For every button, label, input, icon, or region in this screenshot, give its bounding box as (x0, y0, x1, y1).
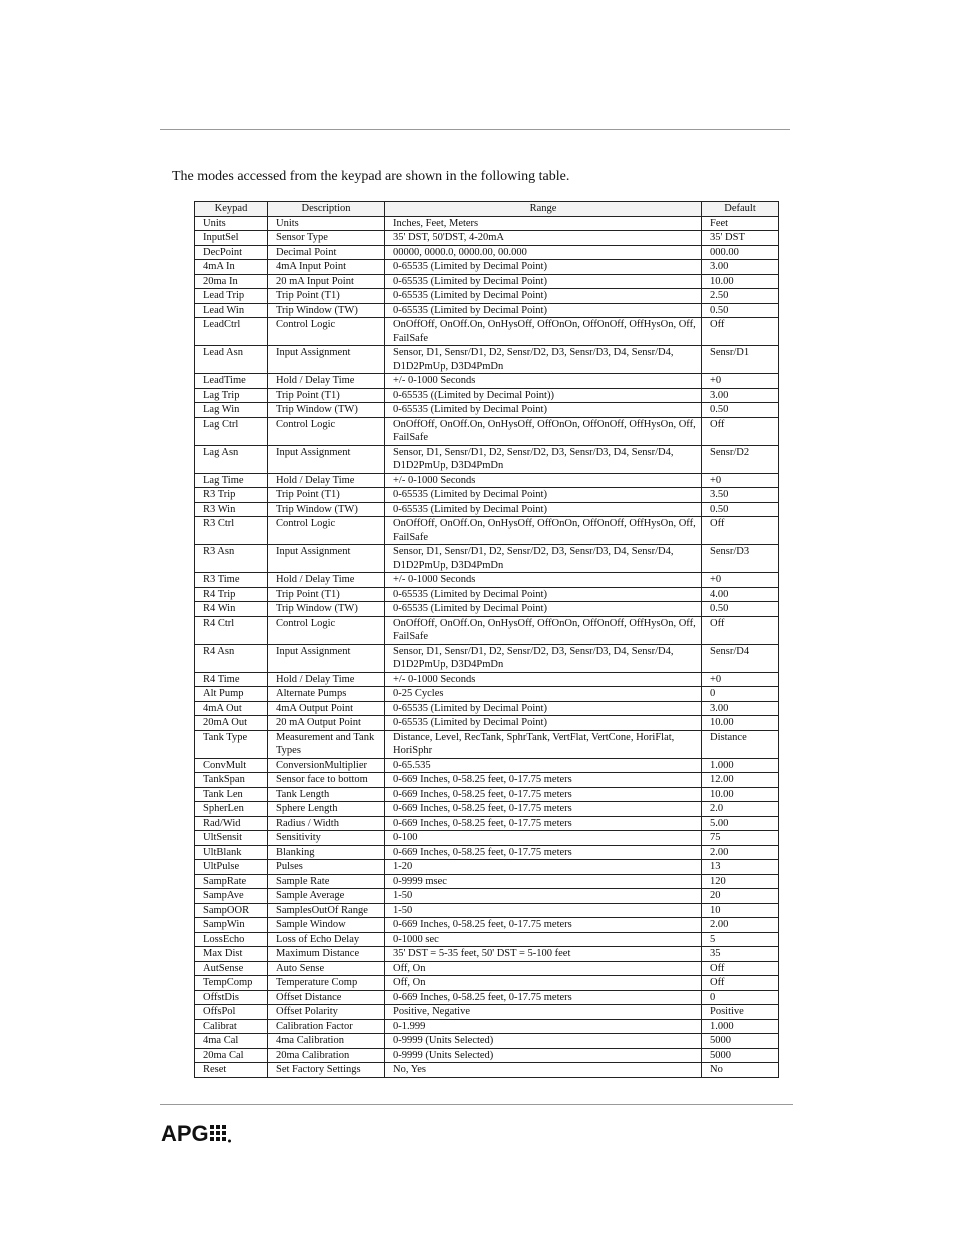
cell-keypad: R3 Asn (195, 545, 268, 573)
header-keypad: Keypad (195, 202, 268, 217)
cell-default: 13 (702, 860, 779, 875)
cell-description: ConversionMultiplier (268, 758, 385, 773)
table-row (195, 758, 779, 773)
table-row (195, 816, 779, 831)
cell-range: 0-1.999 (385, 1019, 702, 1034)
cell-description: Trip Window (TW) (268, 502, 385, 517)
cell-description: 4mA Input Point (268, 260, 385, 275)
cell-keypad: LeadTime (195, 374, 268, 389)
cell-keypad: SampOOR (195, 903, 268, 918)
cell-keypad: DecPoint (195, 245, 268, 260)
cell-description: Loss of Echo Delay (268, 932, 385, 947)
table-row (195, 903, 779, 918)
cell-range: 0-65535 (Limited by Decimal Point) (385, 260, 702, 275)
cell-description: Sample Average (268, 889, 385, 904)
cell-description: Offset Polarity (268, 1005, 385, 1020)
cell-keypad: Rad/Wid (195, 816, 268, 831)
cell-default: 10.00 (702, 274, 779, 289)
table-row (195, 831, 779, 846)
cell-default: No (702, 1063, 779, 1078)
table-row (195, 1048, 779, 1063)
table-row (195, 374, 779, 389)
table-row (195, 289, 779, 304)
cell-description: Alternate Pumps (268, 687, 385, 702)
cell-description: Sensor face to bottom (268, 773, 385, 788)
cell-range: 35' DST, 50'DST, 4-20mA (385, 231, 702, 246)
cell-range: Off, On (385, 961, 702, 976)
table-row (195, 644, 779, 672)
cell-description: Trip Point (T1) (268, 587, 385, 602)
table-row (195, 231, 779, 246)
cell-description: Trip Window (TW) (268, 403, 385, 418)
cell-description: Trip Window (TW) (268, 303, 385, 318)
cell-range: Distance, Level, RecTank, SphrTank, VertFlat, VertCone, HoriFlat, HoriSphr (385, 730, 702, 758)
cell-range: 0-669 Inches, 0-58.25 feet, 0-17.75 meters (385, 816, 702, 831)
cell-default: 2.00 (702, 918, 779, 933)
cell-description: Measurement and Tank Types (268, 730, 385, 758)
cell-range: 0-669 Inches, 0-58.25 feet, 0-17.75 meters (385, 845, 702, 860)
table-row (195, 445, 779, 473)
table-row (195, 388, 779, 403)
cell-range: 0-65535 (Limited by Decimal Point) (385, 587, 702, 602)
cell-keypad: ConvMult (195, 758, 268, 773)
table-row (195, 245, 779, 260)
cell-default: 5000 (702, 1034, 779, 1049)
table-row (195, 517, 779, 545)
cell-keypad: Tank Type (195, 730, 268, 758)
cell-description: Maximum Distance (268, 947, 385, 962)
cell-description: Sensitivity (268, 831, 385, 846)
table-row (195, 318, 779, 346)
table-row (195, 587, 779, 602)
cell-keypad: R3 Ctrl (195, 517, 268, 545)
cell-keypad: UltPulse (195, 860, 268, 875)
cell-range: Sensor, D1, Sensr/D1, D2, Sensr/D2, D3, Sensr/D3, D4, Sensr/D4, D1D2PmUp, D3D4PmDn (385, 545, 702, 573)
cell-keypad: Alt Pump (195, 687, 268, 702)
cell-range: 0-65535 (Limited by Decimal Point) (385, 403, 702, 418)
cell-keypad: Lead Asn (195, 346, 268, 374)
cell-keypad: TankSpan (195, 773, 268, 788)
cell-keypad: R3 Win (195, 502, 268, 517)
table-row (195, 417, 779, 445)
cell-keypad: AutSense (195, 961, 268, 976)
cell-range: OnOffOff, OnOff.On, OnHysOff, OffOnOn, OffOnOff, OffHysOn, Off, FailSafe (385, 417, 702, 445)
table-row (195, 216, 779, 231)
cell-default: 0.50 (702, 303, 779, 318)
cell-range: 0-669 Inches, 0-58.25 feet, 0-17.75 meters (385, 918, 702, 933)
cell-default: 4.00 (702, 587, 779, 602)
cell-keypad: R3 Trip (195, 488, 268, 503)
cell-default: 0.50 (702, 403, 779, 418)
cell-default: 3.00 (702, 260, 779, 275)
cell-default: 000.00 (702, 245, 779, 260)
table-row (195, 976, 779, 991)
cell-range: 0-65535 (Limited by Decimal Point) (385, 701, 702, 716)
cell-description: Calibration Factor (268, 1019, 385, 1034)
cell-default: +0 (702, 473, 779, 488)
header-description: Description (268, 202, 385, 217)
cell-description: Temperature Comp (268, 976, 385, 991)
cell-range: 0-65535 ((Limited by Decimal Point)) (385, 388, 702, 403)
table-row (195, 1019, 779, 1034)
cell-description: Trip Window (TW) (268, 602, 385, 617)
cell-description: Sample Window (268, 918, 385, 933)
cell-default: Feet (702, 216, 779, 231)
cell-range: Sensor, D1, Sensr/D1, D2, Sensr/D2, D3, Sensr/D3, D4, Sensr/D4, D1D2PmUp, D3D4PmDn (385, 445, 702, 473)
cell-default: 10 (702, 903, 779, 918)
cell-description: Units (268, 216, 385, 231)
cell-default: 5000 (702, 1048, 779, 1063)
cell-description: Sample Rate (268, 874, 385, 889)
cell-default: Off (702, 318, 779, 346)
table-row (195, 860, 779, 875)
cell-range: 0-9999 (Units Selected) (385, 1034, 702, 1049)
cell-description: Control Logic (268, 417, 385, 445)
keypad-modes-table (194, 201, 779, 1078)
cell-range: 0-25 Cycles (385, 687, 702, 702)
cell-keypad: UltBlank (195, 845, 268, 860)
cell-description: Hold / Delay Time (268, 473, 385, 488)
table-row (195, 918, 779, 933)
cell-range: 0-65535 (Limited by Decimal Point) (385, 274, 702, 289)
cell-default: 2.0 (702, 802, 779, 817)
logo-text: APG (161, 1121, 209, 1146)
cell-default: 3.00 (702, 388, 779, 403)
cell-description: 20 mA Input Point (268, 274, 385, 289)
cell-keypad: Lag Win (195, 403, 268, 418)
cell-default: +0 (702, 672, 779, 687)
table-row (195, 889, 779, 904)
cell-range: 1-50 (385, 889, 702, 904)
cell-description: Input Assignment (268, 346, 385, 374)
cell-default: Sensr/D1 (702, 346, 779, 374)
footer-rule (160, 1104, 793, 1105)
cell-range: 0-65535 (Limited by Decimal Point) (385, 488, 702, 503)
cell-default: 35 (702, 947, 779, 962)
cell-default: 75 (702, 831, 779, 846)
table-row (195, 488, 779, 503)
cell-default: 0.50 (702, 602, 779, 617)
table-row (195, 802, 779, 817)
cell-default: Distance (702, 730, 779, 758)
cell-default: 3.00 (702, 701, 779, 716)
table-row (195, 730, 779, 758)
cell-default: 120 (702, 874, 779, 889)
cell-range: No, Yes (385, 1063, 702, 1078)
cell-default: Off (702, 961, 779, 976)
table-row (195, 845, 779, 860)
cell-range: +/- 0-1000 Seconds (385, 374, 702, 389)
cell-range: 0-65.535 (385, 758, 702, 773)
table-row (195, 545, 779, 573)
table-row (195, 990, 779, 1005)
cell-default: 3.50 (702, 488, 779, 503)
cell-keypad: SampWin (195, 918, 268, 933)
cell-default: 12.00 (702, 773, 779, 788)
table-row (195, 403, 779, 418)
cell-keypad: R4 Win (195, 602, 268, 617)
cell-range: Sensor, D1, Sensr/D1, D2, Sensr/D2, D3, Sensr/D3, D4, Sensr/D4, D1D2PmUp, D3D4PmDn (385, 346, 702, 374)
cell-range: 00000, 0000.0, 0000.00, 00.000 (385, 245, 702, 260)
cell-description: 20ma Calibration (268, 1048, 385, 1063)
cell-range: 0-65535 (Limited by Decimal Point) (385, 502, 702, 517)
cell-default: 2.50 (702, 289, 779, 304)
cell-range: 0-669 Inches, 0-58.25 feet, 0-17.75 meters (385, 773, 702, 788)
table-row (195, 346, 779, 374)
cell-range: +/- 0-1000 Seconds (385, 573, 702, 588)
cell-default: Positive (702, 1005, 779, 1020)
cell-keypad: 20ma In (195, 274, 268, 289)
cell-description: Tank Length (268, 787, 385, 802)
cell-keypad: Lag Trip (195, 388, 268, 403)
cell-range: 0-9999 (Units Selected) (385, 1048, 702, 1063)
cell-keypad: R4 Asn (195, 644, 268, 672)
cell-description: Hold / Delay Time (268, 374, 385, 389)
table-row (195, 687, 779, 702)
cell-default: 35' DST (702, 231, 779, 246)
cell-description: SamplesOutOf Range (268, 903, 385, 918)
cell-description: Input Assignment (268, 644, 385, 672)
cell-range: 0-65535 (Limited by Decimal Point) (385, 303, 702, 318)
cell-keypad: Lag Time (195, 473, 268, 488)
cell-keypad: Lag Ctrl (195, 417, 268, 445)
cell-keypad: UltSensit (195, 831, 268, 846)
cell-keypad: Lead Win (195, 303, 268, 318)
cell-description: 4ma Calibration (268, 1034, 385, 1049)
table-row (195, 961, 779, 976)
cell-keypad: LeadCtrl (195, 318, 268, 346)
table-row (195, 716, 779, 731)
cell-range: 0-65535 (Limited by Decimal Point) (385, 289, 702, 304)
cell-default: Off (702, 517, 779, 545)
cell-description: Set Factory Settings (268, 1063, 385, 1078)
cell-keypad: R3 Time (195, 573, 268, 588)
cell-description: Trip Point (T1) (268, 388, 385, 403)
cell-range: +/- 0-1000 Seconds (385, 672, 702, 687)
cell-keypad: LossEcho (195, 932, 268, 947)
dot-grid-logo-icon (210, 1124, 232, 1144)
table-row (195, 303, 779, 318)
cell-description: Auto Sense (268, 961, 385, 976)
cell-keypad: Lag Asn (195, 445, 268, 473)
cell-keypad: Lead Trip (195, 289, 268, 304)
cell-range: Sensor, D1, Sensr/D1, D2, Sensr/D2, D3, Sensr/D3, D4, Sensr/D4, D1D2PmUp, D3D4PmDn (385, 644, 702, 672)
header-rule (160, 129, 790, 130)
cell-default: Off (702, 616, 779, 644)
cell-keypad: TempComp (195, 976, 268, 991)
table-body (195, 216, 779, 1077)
table-row (195, 701, 779, 716)
cell-description: Control Logic (268, 616, 385, 644)
cell-range: 0-669 Inches, 0-58.25 feet, 0-17.75 meters (385, 990, 702, 1005)
cell-default: 1.000 (702, 758, 779, 773)
table-row (195, 1063, 779, 1078)
table-row (195, 260, 779, 275)
cell-range: 0-65535 (Limited by Decimal Point) (385, 602, 702, 617)
table-row (195, 787, 779, 802)
cell-keypad: R4 Time (195, 672, 268, 687)
table-row (195, 616, 779, 644)
table-row (195, 932, 779, 947)
cell-default: +0 (702, 573, 779, 588)
cell-description: Offset Distance (268, 990, 385, 1005)
cell-description: Input Assignment (268, 445, 385, 473)
cell-description: Control Logic (268, 517, 385, 545)
cell-default: Sensr/D2 (702, 445, 779, 473)
cell-description: Control Logic (268, 318, 385, 346)
cell-range: OnOffOff, OnOff.On, OnHysOff, OffOnOn, OffOnOff, OffHysOn, Off, FailSafe (385, 318, 702, 346)
cell-keypad: Units (195, 216, 268, 231)
cell-default: Sensr/D3 (702, 545, 779, 573)
cell-description: Pulses (268, 860, 385, 875)
cell-keypad: OffsPol (195, 1005, 268, 1020)
cell-range: 0-1000 sec (385, 932, 702, 947)
cell-description: 20 mA Output Point (268, 716, 385, 731)
cell-description: Input Assignment (268, 545, 385, 573)
cell-description: Hold / Delay Time (268, 672, 385, 687)
cell-keypad: 4mA In (195, 260, 268, 275)
cell-keypad: InputSel (195, 231, 268, 246)
cell-keypad: R4 Ctrl (195, 616, 268, 644)
table-row (195, 773, 779, 788)
cell-description: Hold / Delay Time (268, 573, 385, 588)
cell-default: 20 (702, 889, 779, 904)
table-row (195, 473, 779, 488)
cell-range: OnOffOff, OnOff.On, OnHysOff, OffOnOn, OffOnOff, OffHysOn, Off, FailSafe (385, 517, 702, 545)
header-default: Default (702, 202, 779, 217)
cell-description: Sphere Length (268, 802, 385, 817)
cell-description: 4mA Output Point (268, 701, 385, 716)
cell-range: 0-669 Inches, 0-58.25 feet, 0-17.75 meters (385, 787, 702, 802)
table-row (195, 573, 779, 588)
cell-range: 0-100 (385, 831, 702, 846)
cell-range: Inches, Feet, Meters (385, 216, 702, 231)
apg-logo (161, 1122, 232, 1146)
cell-keypad: R4 Trip (195, 587, 268, 602)
table-row (195, 672, 779, 687)
table-row (195, 1005, 779, 1020)
cell-default: 10.00 (702, 716, 779, 731)
cell-default: Off (702, 976, 779, 991)
cell-range: 0-65535 (Limited by Decimal Point) (385, 716, 702, 731)
cell-description: Sensor Type (268, 231, 385, 246)
cell-keypad: SpherLen (195, 802, 268, 817)
table-header-row (195, 202, 779, 217)
cell-range: 1-50 (385, 903, 702, 918)
cell-keypad: 4mA Out (195, 701, 268, 716)
cell-keypad: Tank Len (195, 787, 268, 802)
cell-keypad: Reset (195, 1063, 268, 1078)
cell-default: 5 (702, 932, 779, 947)
cell-keypad: SampAve (195, 889, 268, 904)
cell-range: 0-9999 msec (385, 874, 702, 889)
cell-default: +0 (702, 374, 779, 389)
header-range: Range (385, 202, 702, 217)
table-row (195, 602, 779, 617)
cell-default: Sensr/D4 (702, 644, 779, 672)
table-row (195, 502, 779, 517)
cell-keypad: 4ma Cal (195, 1034, 268, 1049)
cell-keypad: SampRate (195, 874, 268, 889)
table-row (195, 274, 779, 289)
cell-keypad: Calibrat (195, 1019, 268, 1034)
cell-keypad: 20ma Cal (195, 1048, 268, 1063)
cell-description: Trip Point (T1) (268, 289, 385, 304)
cell-range: 1-20 (385, 860, 702, 875)
cell-range: 0-669 Inches, 0-58.25 feet, 0-17.75 meters (385, 802, 702, 817)
cell-default: 0 (702, 990, 779, 1005)
cell-keypad: 20mA Out (195, 716, 268, 731)
cell-keypad: OffstDis (195, 990, 268, 1005)
cell-range: +/- 0-1000 Seconds (385, 473, 702, 488)
cell-description: Trip Point (T1) (268, 488, 385, 503)
cell-default: 5.00 (702, 816, 779, 831)
cell-default: Off (702, 417, 779, 445)
intro-text: The modes accessed from the keypad are shown in the following table. (172, 169, 570, 184)
cell-range: Off, On (385, 976, 702, 991)
cell-default: 1.000 (702, 1019, 779, 1034)
cell-default: 10.00 (702, 787, 779, 802)
cell-description: Radius / Width (268, 816, 385, 831)
cell-keypad: Max Dist (195, 947, 268, 962)
cell-range: Positive, Negative (385, 1005, 702, 1020)
cell-default: 2.00 (702, 845, 779, 860)
table-row (195, 874, 779, 889)
table-row (195, 1034, 779, 1049)
table-row (195, 947, 779, 962)
cell-description: Decimal Point (268, 245, 385, 260)
cell-range: 35' DST = 5-35 feet, 50' DST = 5-100 feet (385, 947, 702, 962)
cell-default: 0.50 (702, 502, 779, 517)
cell-description: Blanking (268, 845, 385, 860)
cell-range: OnOffOff, OnOff.On, OnHysOff, OffOnOn, OffOnOff, OffHysOn, Off, FailSafe (385, 616, 702, 644)
cell-default: 0 (702, 687, 779, 702)
